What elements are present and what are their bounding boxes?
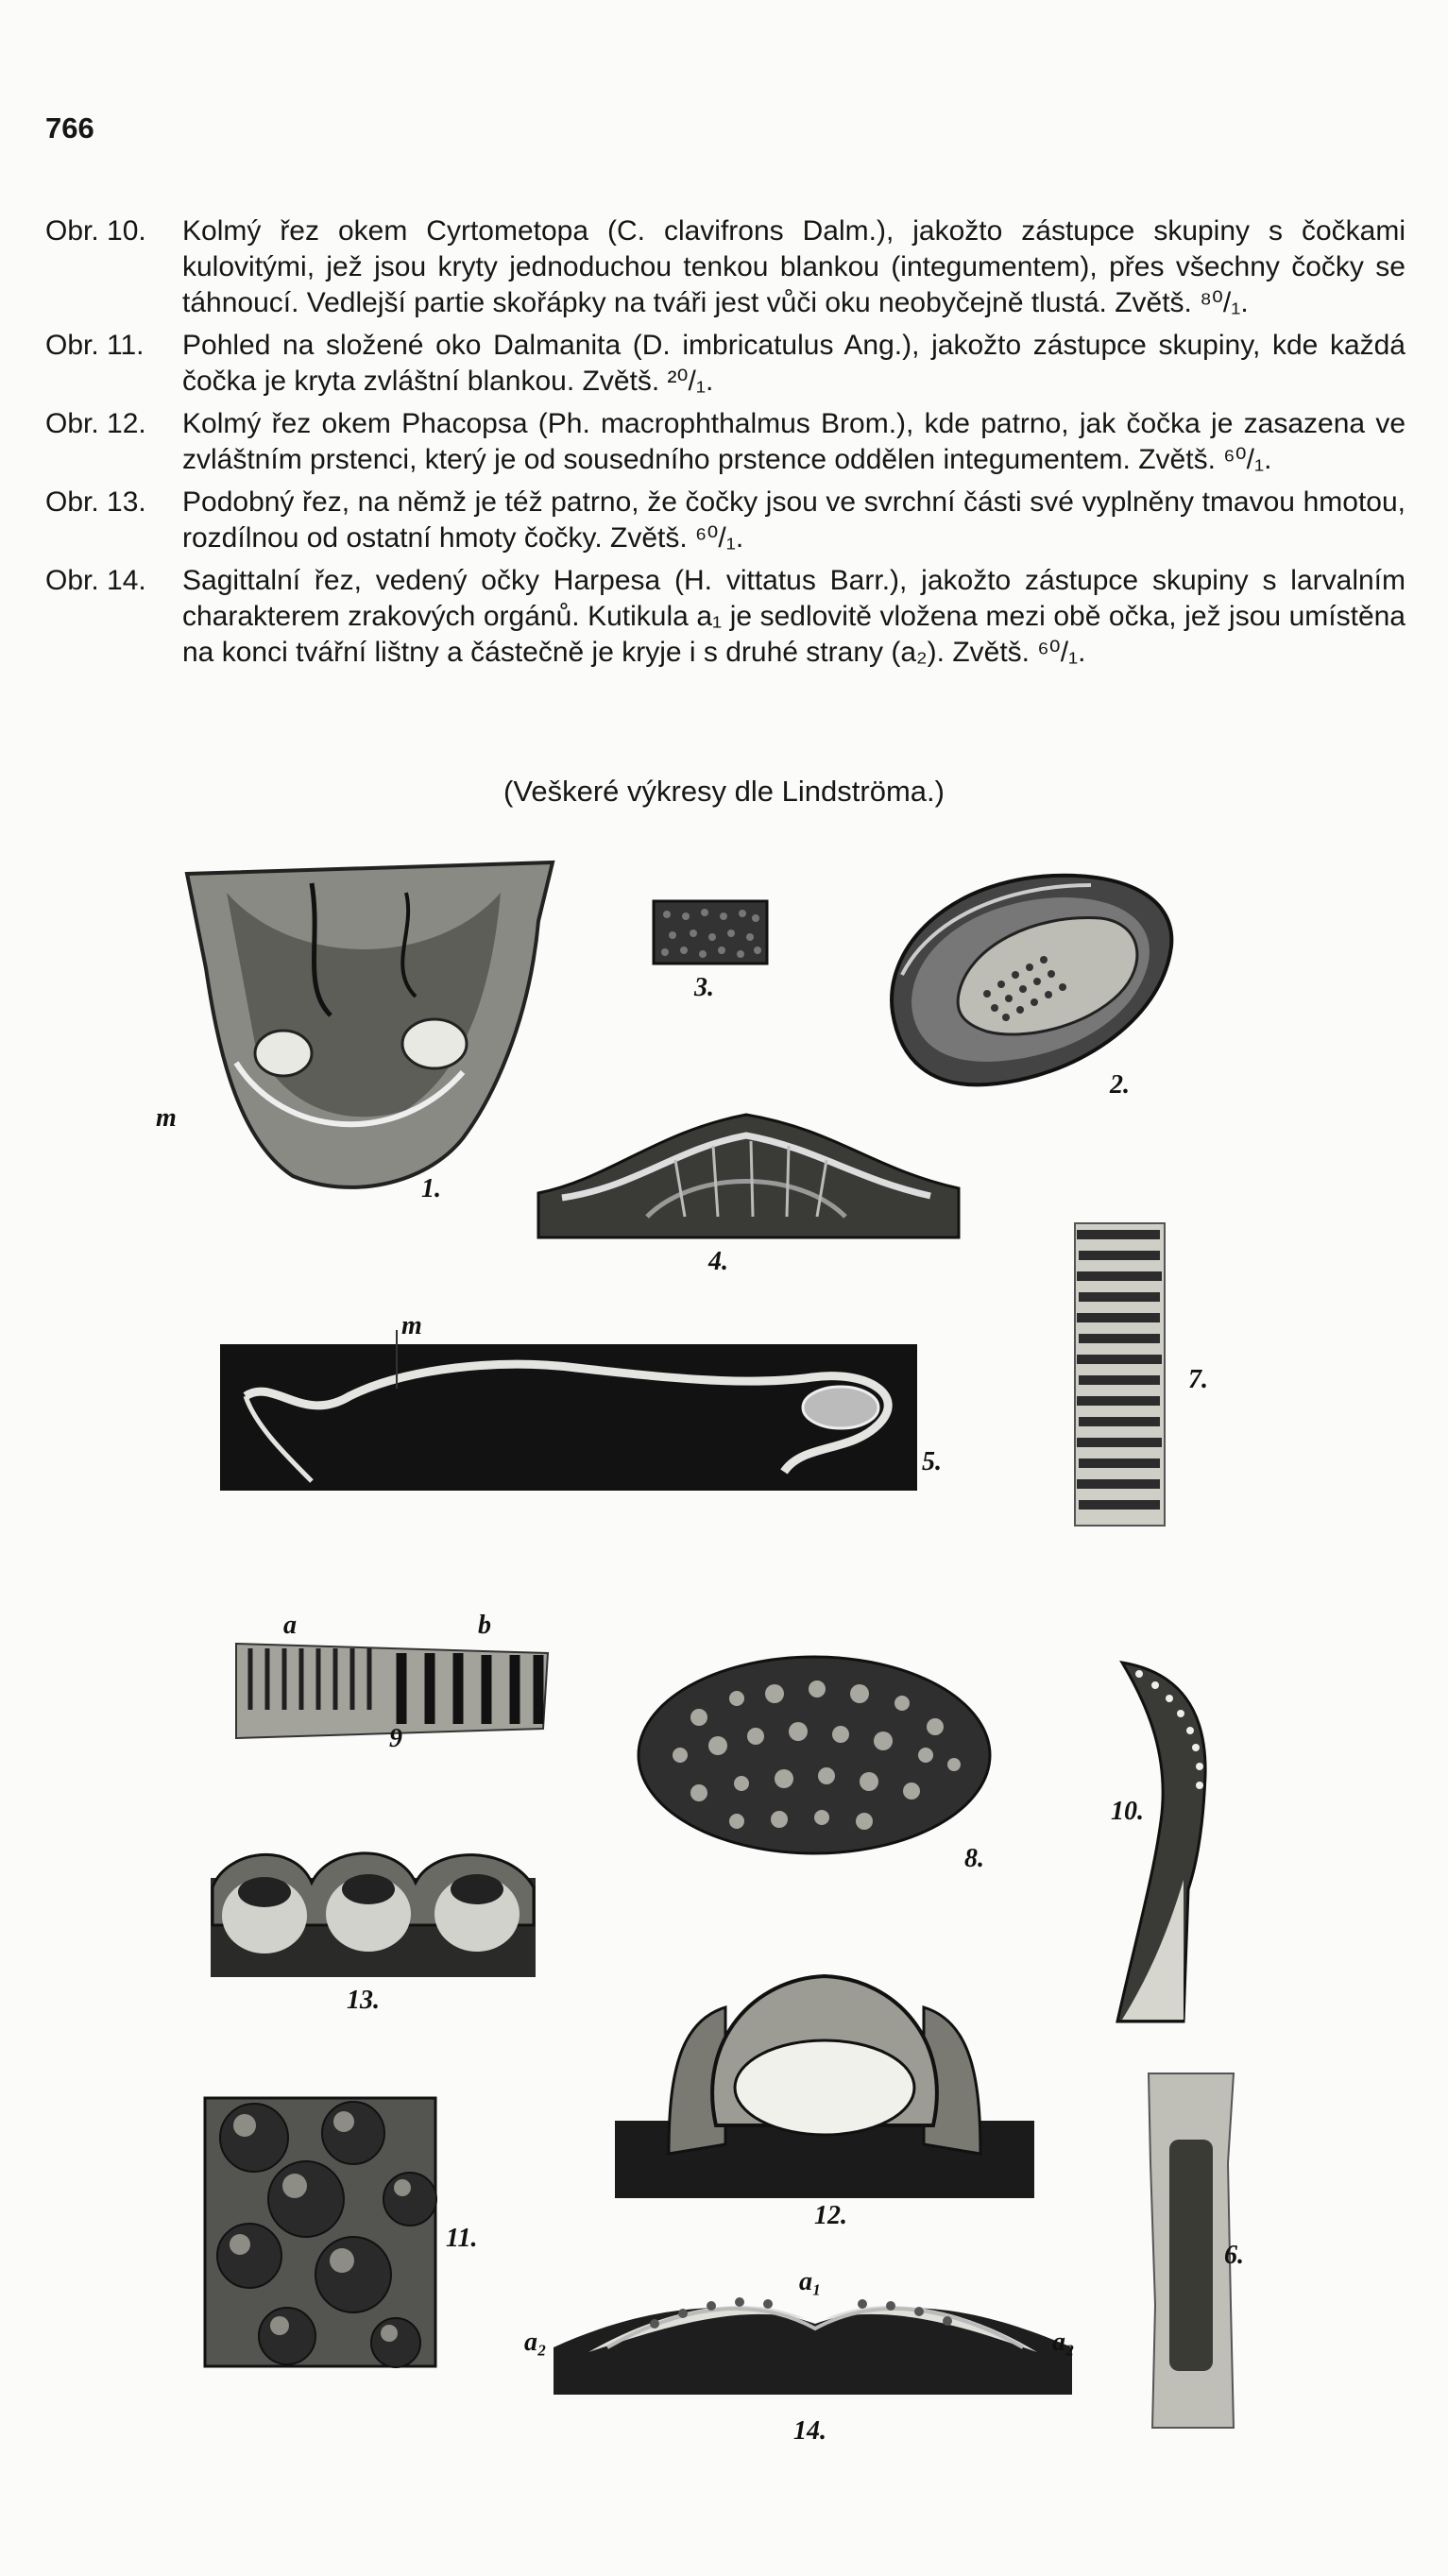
figure-10-curved-section [1103, 1653, 1226, 2031]
figure-5-label: 5. [922, 1447, 942, 1476]
figure-1-label: 1. [421, 1174, 441, 1203]
figure-3-lens-fragment [650, 896, 773, 971]
figure-1-cyrtometopus-eye-section [179, 855, 567, 1204]
figure-captions [45, 213, 1405, 677]
figure-9-a-label: a [283, 1611, 297, 1640]
caption-obr-10 [45, 213, 1405, 321]
figure-5-eye-section [217, 1330, 921, 1495]
figure-14-label: 14. [793, 2416, 826, 2446]
figure-2-label: 2. [1110, 1070, 1130, 1100]
caption-label: Obr. 12. [45, 408, 146, 439]
caption-text: Pohled na složené oko Dalmanita (D. imbricatulus Ang.), jakožto zástupce skupiny, kde každá čočka je kryta zvláštní blankou. Zvětš. ²⁰/₁. [182, 330, 1405, 397]
caption-text: Kolmý řez okem Cyrtometopa (C. clavifrons Dalm.), jakožto zástupce skupiny s čočkami kulovitými, jež jsou kryty jednoduchou tenkou blankou (integumentem), přes všechny čočky se táhnoucí. Vedlejší partie skořápky na tváři jest vůči oku neobyčejně tlustá. Zvětš. ⁸⁰/₁. [182, 215, 1405, 318]
figure-8-label: 8. [964, 1844, 984, 1873]
page-number: 766 [45, 111, 94, 145]
figure-9-label: 9 [389, 1724, 402, 1753]
drawings-credit: (Veškeré výkresy dle Lindströma.) [503, 775, 945, 808]
figure-12-phacops-lens-section [612, 1965, 1037, 2201]
figure-10-label: 10. [1111, 1797, 1144, 1826]
caption-obr-14 [45, 563, 1405, 671]
figure-14-a2-left-label: a₂ [524, 2328, 547, 2357]
figure-12-label: 12. [814, 2201, 847, 2230]
caption-label: Obr. 14. [45, 565, 146, 596]
figure-7-lens-column [1065, 1219, 1174, 1530]
caption-label: Obr. 11. [45, 330, 145, 361]
figure-13-label: 13. [347, 1986, 380, 2015]
figure-14-a2-right-label: a₂ [1052, 2328, 1075, 2357]
caption-label: Obr. 13. [45, 486, 146, 518]
figure-2-compound-eye [874, 862, 1185, 1098]
figure-1-m-label: m [156, 1103, 177, 1133]
figure-6-label: 6. [1224, 2241, 1244, 2270]
caption-obr-13 [45, 485, 1405, 556]
figure-8-lens-surface [633, 1651, 997, 1859]
figure-5-m-label: m [401, 1311, 422, 1340]
figure-11-label: 11. [446, 2224, 478, 2253]
figure-13-lens-section [208, 1831, 538, 1982]
caption-obr-12 [45, 406, 1405, 478]
caption-text: Sagittalní řez, vedený očky Harpesa (H. vittatus Barr.), jakožto zástupce skupiny s larvalním charakterem zrakových orgánů. Kutikula a₁ je sedlovitě vložena mezi obě očka, jež jsou umístěna na konci tvářní lištny a částečně je kryje i s druhé strany (a₂). Zvětš. ⁶⁰/₁. [182, 565, 1405, 668]
figure-7-label: 7. [1188, 1365, 1208, 1394]
figure-3-label: 3. [694, 973, 714, 1002]
caption-label: Obr. 10. [45, 215, 146, 247]
figure-4-lens-section [534, 1103, 963, 1245]
figure-11-dalmanites-eye-surface [202, 2095, 438, 2369]
figure-9-b-label: b [478, 1611, 491, 1640]
caption-text: Podobný řez, na němž je též patrno, že čočky jsou ve svrchní části své vyplněny tmavou hmotou, rozdílnou od ostatní hmoty čočky. Zvětš. ⁶⁰/₁. [182, 486, 1405, 554]
figure-14-a1-label: a₁ [799, 2267, 822, 2296]
caption-obr-11 [45, 328, 1405, 400]
caption-text: Kolmý řez okem Phacopsa (Ph. macrophthalmus Brom.), kde patrno, jak čočka je zasazena ve zvláštním prstenci, který je od sousedního prstence oddělen integumentem. Zvětš. ⁶⁰/₁. [182, 408, 1405, 475]
figure-4-label: 4. [708, 1247, 728, 1276]
